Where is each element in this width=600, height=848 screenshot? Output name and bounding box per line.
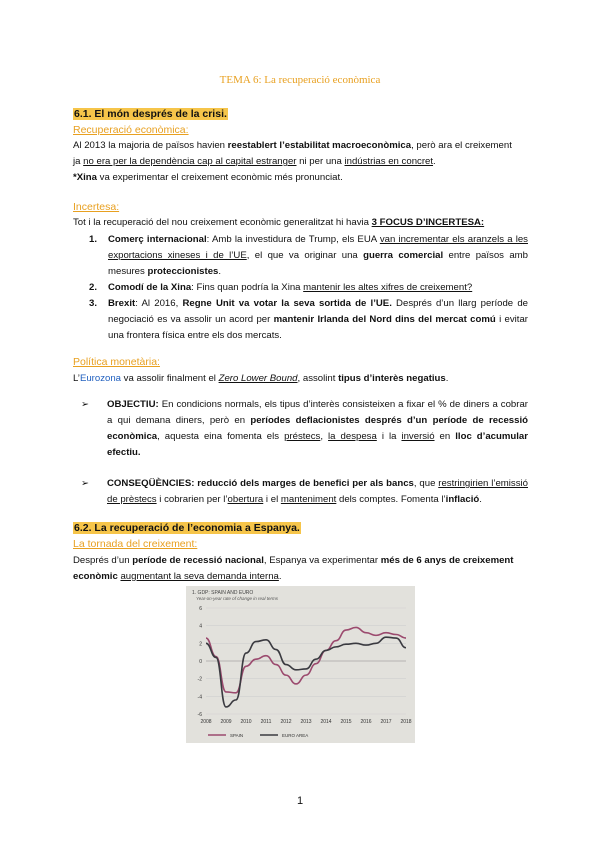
x-tick-label: 2012 [280, 719, 292, 725]
subheading-recuperacio: Recuperació econòmica: [73, 124, 189, 136]
x-tick-label: 2011 [260, 719, 272, 725]
paragraph-incertesa-intro: Tot i la recuperació del nou creixement econòmic generalitzat hi havia 3 FOCUS D’INCERTESA: [73, 217, 485, 228]
page-title: TEMA 6: La recuperació econòmica [219, 74, 381, 86]
subheading-politica-monetaria: Política monetària: [73, 356, 160, 368]
y-tick-label: 2 [199, 641, 202, 648]
chart-subtitle: Year-on-year rate of change in real terms [196, 596, 278, 601]
x-tick-label: 2014 [320, 719, 332, 725]
y-tick-label: 4 [199, 623, 202, 630]
subheading-tornada-creixement: La tornada del creixement: [73, 538, 198, 550]
section-heading-6-2: 6.2. La recuperació de l’economia a Espanya. [74, 522, 300, 534]
bullet-consequencies: ➢ CONSEQÜÈNCIES: reducció dels marges de benefici per als bancs, que restringirien l’emissió de prèstecs i cobrarien per l’obertura i el manteniment dels comptes. Fomenta l’inflació. [81, 478, 528, 505]
x-tick-label: 2018 [400, 719, 412, 725]
x-tick-label: 2009 [220, 719, 232, 725]
series-line-spain [206, 627, 406, 692]
x-tick-label: 2017 [380, 719, 392, 725]
list-item: 3. Brexit: Al 2016, Regne Unit va votar la seva sortida de l’UE. Després d’un llarg període de negociació es va assolir un acord per mantenir Irlanda del Nord dins del mercat comú i evitar una frontera física entre els dos mercats. [89, 298, 528, 341]
list-item: 2. Comodí de la Xina: Fins quan podría la Xina mantenir les altes xifres de creixement? [89, 282, 473, 293]
subheading-incertesa: Incertesa: [73, 201, 120, 213]
y-tick-label: -6 [197, 712, 202, 718]
bullet-objectiu: ➢ OBJECTIU: En condicions normals, els tipus d’interès consisteixen a fixar el % de diners a cobrar a qui demana diners, però en períodes deflacionistes després d’un període de recessió econòmica, aquesta eina fomenta els préstecs, la despesa i la inversió en lloc d’acumular efectiu. [81, 399, 528, 458]
gdp-chart [186, 586, 415, 743]
chart-title: 1. GDP: SPAIN AND EURO [192, 590, 254, 596]
x-tick-label: 2016 [360, 719, 372, 725]
y-tick-label: -4 [197, 694, 202, 701]
x-tick-label: 2010 [240, 719, 252, 725]
gdp-chart-svg [186, 586, 415, 743]
arrow-bullet-icon: ➢ [81, 478, 90, 489]
page-number: 1 [296, 795, 304, 807]
section-heading-6-1: 6.1. El món després de la crisi. [74, 108, 227, 120]
legend-label: SPAIN [230, 733, 244, 738]
paragraph-eurozona: L’Eurozona va assolir finalment el Zero Lower Bound, assolint tipus d’interès negatius. [73, 373, 449, 384]
y-tick-label: 6 [199, 606, 202, 612]
legend-label: EURO AREA [282, 733, 309, 738]
y-tick-label: 0 [199, 659, 202, 665]
x-tick-label: 2013 [300, 719, 312, 725]
y-tick-label: -2 [197, 676, 202, 683]
x-tick-label: 2015 [340, 719, 352, 725]
uncertainty-list [73, 232, 528, 344]
paragraph-espanya: Després d’un període de recessió nacional, Espanya va experimentar més de 6 anys de creixement econòmic augmentant la seva demanda interna. [73, 555, 514, 582]
x-tick-label: 2008 [200, 719, 212, 725]
paragraph-recuperacio: Al 2013 la majoria de països havien reestablert l’estabilitat macroeconòmica, però ara el creixement ja no era per la dependència cap al capital estranger ni per una indústrias en concret. *Xina va experimentar el creixement econòmic més pronunciat. [73, 140, 512, 183]
arrow-bullet-icon: ➢ [81, 399, 90, 410]
list-item: 1. Comerç internacional: Amb la investidura de Trump, els EUA van incrementar els aranzels a les exportacions xineses i de l’UE, el que va originar una guerra comercial entre països amb mesures proteccionistes. [89, 234, 528, 277]
